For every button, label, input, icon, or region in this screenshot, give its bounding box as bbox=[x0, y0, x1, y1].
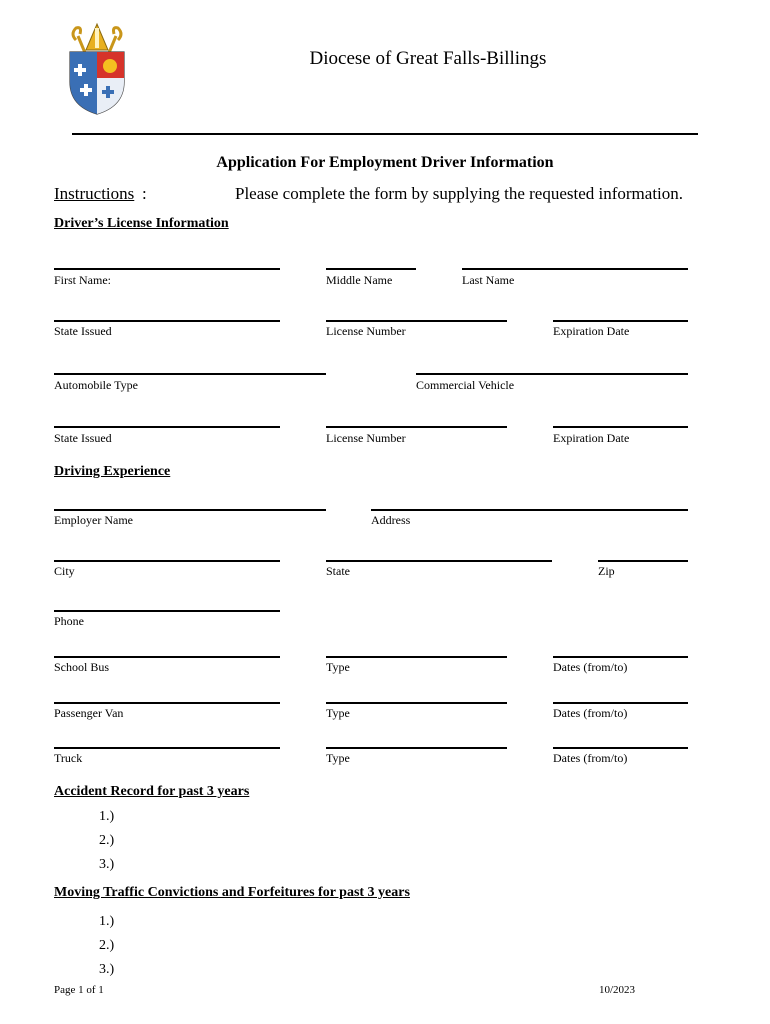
expiration-date-field-2[interactable] bbox=[553, 426, 688, 428]
school-bus-dates-field[interactable] bbox=[553, 656, 688, 658]
commercial-vehicle-label: Commercial Vehicle bbox=[416, 378, 515, 392]
employer-name-label: Employer Name bbox=[54, 513, 133, 527]
expiration-date-label-2: Expiration Date bbox=[553, 431, 630, 445]
form-title: Application For Employment Driver Information bbox=[216, 154, 554, 171]
accident-item-2: 2.) bbox=[99, 833, 115, 848]
state-issued-field[interactable] bbox=[54, 320, 280, 322]
zip-label: Zip bbox=[598, 564, 615, 578]
city-label: City bbox=[54, 564, 75, 578]
first-name-field[interactable] bbox=[54, 268, 280, 270]
truck-dates-field[interactable] bbox=[553, 747, 688, 749]
passenger-van-type-field[interactable] bbox=[326, 702, 507, 704]
school-bus-field[interactable] bbox=[54, 656, 280, 658]
phone-field[interactable] bbox=[54, 610, 280, 612]
section-driving-experience: Driving Experience bbox=[54, 464, 171, 479]
city-field[interactable] bbox=[54, 560, 280, 562]
passenger-van-dates-label: Dates (from/to) bbox=[553, 706, 628, 720]
truck-dates-label: Dates (from/to) bbox=[553, 751, 628, 765]
address-field[interactable] bbox=[371, 509, 688, 511]
truck-type-label: Type bbox=[326, 751, 350, 765]
middle-name-field[interactable] bbox=[326, 268, 416, 270]
last-name-field[interactable] bbox=[462, 268, 688, 270]
conviction-item-1: 1.) bbox=[99, 914, 115, 929]
expiration-date-field[interactable] bbox=[553, 320, 688, 322]
state-issued-label-2: State Issued bbox=[54, 431, 112, 445]
instructions-text: Please complete the form by supplying the requested information. bbox=[235, 184, 684, 203]
page-number: Page 1 of 1 bbox=[54, 984, 104, 996]
section-traffic-convictions: Moving Traffic Convictions and Forfeitures for past 3 years bbox=[54, 885, 410, 900]
school-bus-type-field[interactable] bbox=[326, 656, 507, 658]
organization-name: Diocese of Great Falls-Billings bbox=[309, 48, 547, 69]
header-divider bbox=[72, 133, 698, 135]
section-drivers-license: Driver’s License Information bbox=[54, 216, 229, 231]
last-name-label: Last Name bbox=[462, 273, 515, 287]
revision-date: 10/2023 bbox=[599, 984, 636, 996]
passenger-van-type-label: Type bbox=[326, 706, 350, 720]
commercial-vehicle-field[interactable] bbox=[416, 373, 688, 375]
school-bus-dates-label: Dates (from/to) bbox=[553, 660, 628, 674]
license-number-label: License Number bbox=[326, 324, 406, 338]
phone-label: Phone bbox=[54, 614, 84, 628]
license-number-label-2: License Number bbox=[326, 431, 406, 445]
truck-field[interactable] bbox=[54, 747, 280, 749]
address-label: Address bbox=[371, 513, 411, 527]
license-number-field-2[interactable] bbox=[326, 426, 507, 428]
employer-name-field[interactable] bbox=[54, 509, 326, 511]
automobile-type-label: Automobile Type bbox=[54, 378, 138, 392]
state-issued-label: State Issued bbox=[54, 324, 112, 338]
automobile-type-field[interactable] bbox=[54, 373, 326, 375]
accident-item-3: 3.) bbox=[99, 857, 115, 872]
passenger-van-label: Passenger Van bbox=[54, 706, 124, 720]
conviction-item-2: 2.) bbox=[99, 938, 115, 953]
first-name-label: First Name: bbox=[54, 273, 111, 287]
school-bus-label: School Bus bbox=[54, 660, 110, 674]
expiration-date-label: Expiration Date bbox=[553, 324, 630, 338]
truck-type-field[interactable] bbox=[326, 747, 507, 749]
instructions-label: Instructions bbox=[54, 184, 135, 203]
license-number-field[interactable] bbox=[326, 320, 507, 322]
truck-label: Truck bbox=[54, 751, 83, 765]
state-field[interactable] bbox=[326, 560, 552, 562]
state-issued-field-2[interactable] bbox=[54, 426, 280, 428]
zip-field[interactable] bbox=[598, 560, 688, 562]
instructions-colon: : bbox=[142, 184, 147, 203]
passenger-van-field[interactable] bbox=[54, 702, 280, 704]
middle-name-label: Middle Name bbox=[326, 273, 393, 287]
school-bus-type-label: Type bbox=[326, 660, 350, 674]
passenger-van-dates-field[interactable] bbox=[553, 702, 688, 704]
conviction-item-3: 3.) bbox=[99, 962, 115, 977]
section-accident-record: Accident Record for past 3 years bbox=[54, 784, 250, 799]
state-label: State bbox=[326, 564, 350, 578]
accident-item-1: 1.) bbox=[99, 809, 115, 824]
